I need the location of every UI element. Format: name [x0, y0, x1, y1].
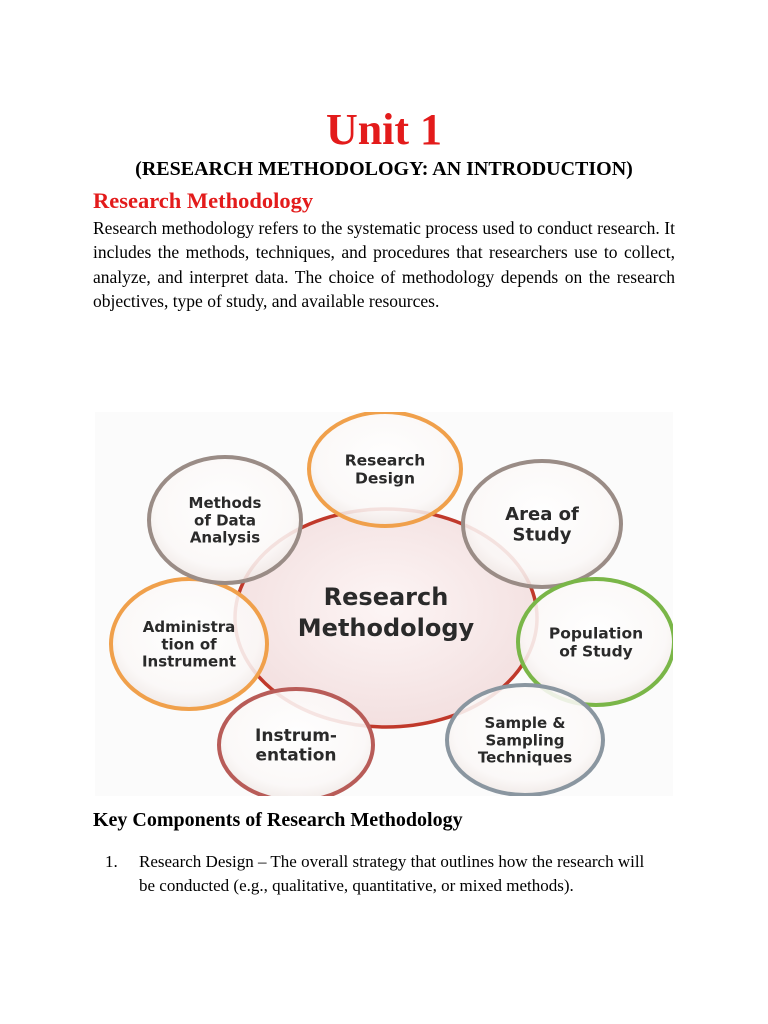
diagram-node-research-design	[309, 412, 461, 526]
unit-title: Unit 1	[325, 105, 443, 154]
intro-paragraph: Research methodology refers to the systematic process used to conduct research. It includes the methods, techniques, and procedures that researchers use to collect, analyze, and interpret data. The choice of methodology depends on the research objectives, type of study, and available resources.	[93, 218, 675, 312]
diagram-node-sample-sampling-techniques	[447, 685, 603, 795]
diagram-node-label: Area of Study	[505, 503, 579, 546]
diagram-node-label: Sample & Sampling Techniques	[477, 714, 573, 767]
section-heading: Research Methodology	[93, 188, 314, 213]
list-item	[93, 850, 653, 897]
diagram-node-label: Population of Study	[548, 624, 644, 661]
list-item-text: Research Design – The overall strategy that outlines how the research will be conducted (e.g., qualitative, quantitative, or mixed methods).	[139, 852, 645, 895]
diagram-node-area-of-study	[463, 461, 621, 587]
key-components-heading: Key Components of Research Methodology	[93, 809, 463, 831]
diagram-node-label: Methods of Data Analysis	[188, 494, 262, 547]
diagram-node-label: Research Design	[344, 451, 426, 488]
unit-subtitle: (RESEARCH METHODOLOGY: AN INTRODUCTION)	[135, 158, 633, 180]
svg-text:ResearchMethodology: Research Methodology	[297, 583, 475, 642]
research-methodology-diagram	[95, 412, 673, 796]
diagram-node-label: Instrum-entation	[255, 726, 337, 766]
diagram-node-instrumentation	[219, 689, 373, 796]
diagram-node-administration-of-instrument	[111, 579, 267, 709]
list-item-number: 1.	[105, 852, 118, 871]
diagram-node-label: Administra tion of Instrument	[141, 618, 237, 671]
diagram-node-methods-of-data-analysis	[149, 457, 301, 583]
components-list	[93, 850, 653, 897]
